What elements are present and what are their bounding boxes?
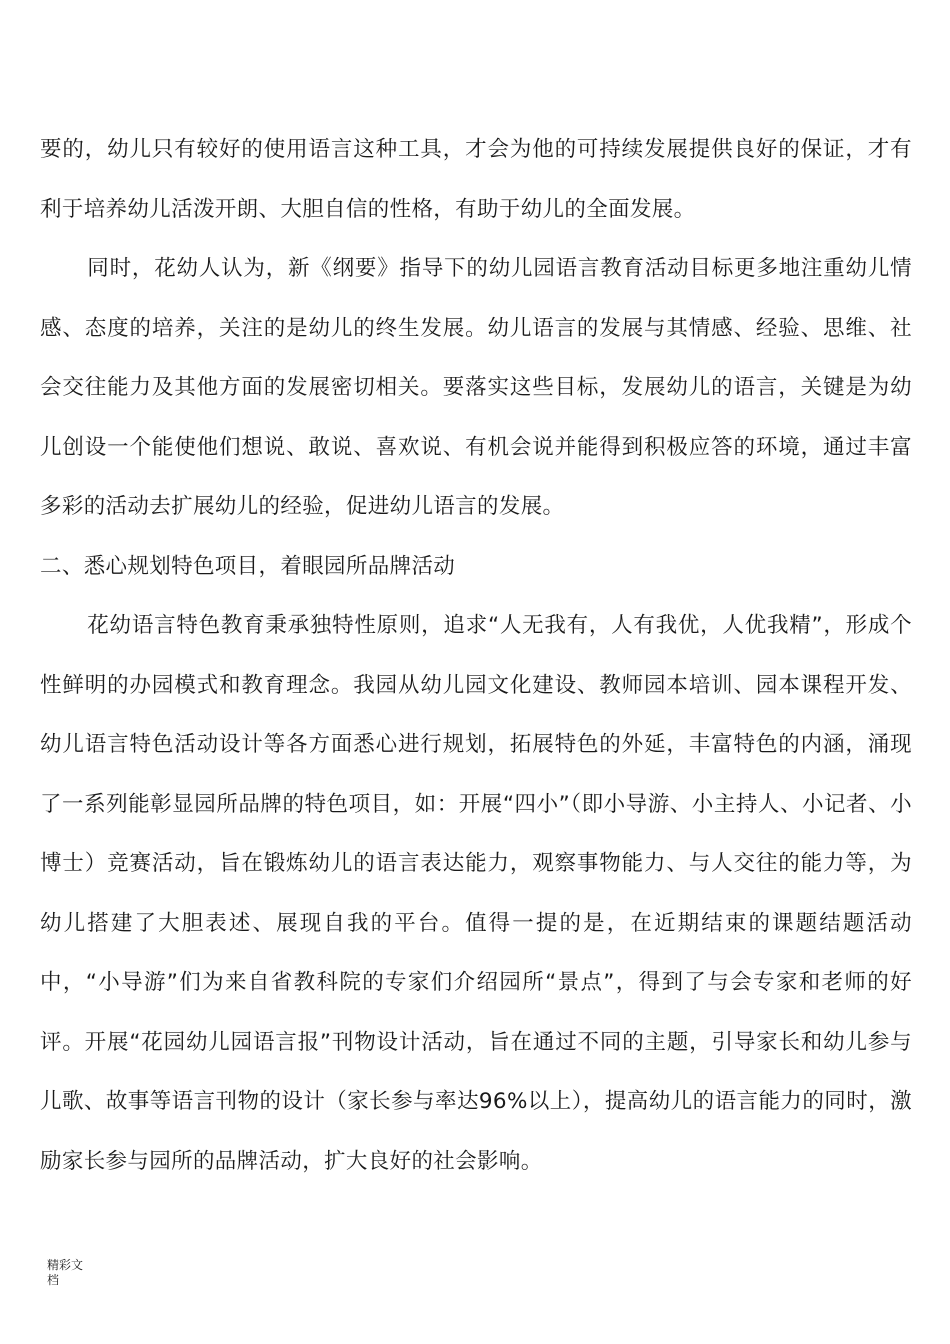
paragraph-continuation: 要的，幼儿只有较好的使用语言这种工具，才会为他的可持续发展提供良好的保证，才有利于培养幼儿活泼开朗、大胆自信的性格，有助于幼儿的全面发展。 <box>40 137 912 222</box>
document-body <box>40 120 912 1191</box>
footer-line-1: 精彩文 <box>47 1258 84 1272</box>
footer-line-2: 档 <box>47 1273 60 1287</box>
section-heading: 二、悉心规划特色项目，着眼园所品牌活动 <box>40 553 456 579</box>
page-footer <box>47 1258 97 1288</box>
paragraph-projects: 花幼语言特色教育秉承独特性原则，追求“人无我有，人有我优，人优我精”，形成个性鲜明的办园模式和教育理念。我园从幼儿园文化建设、教师园本培训、园本课程开发、幼儿语言特色活动设计等各方面悉心进行规划，拓展特色的外延，丰富特色的内涵，涌现了一系列能彰显园所品牌的特色项目，如：开展“四小”（即小导游、小主持人、小记者、小博士）竞赛活动，旨在锻炼幼儿的语言表达能力，观察事物能力、与人交往的能力等，为幼儿搭建了大胆表述、展现自我的平台。值得一提的是，在近期结束的课题结题活动中，“小导游”们为来自省教科院的专家们介绍园所“景点”，得到了与会专家和老师的好评。开展“花园幼儿园语言报”刊物设计活动，旨在通过不同的主题，引导家长和幼儿参与儿歌、故事等语言刊物的设计（家长参与率达96%以上），提高幼儿的语言能力的同时，激励家长参与园所的品牌活动，扩大良好的社会影响。 <box>40 613 912 1174</box>
paragraph-goals: 同时，花幼人认为，新《纲要》指导下的幼儿园语言教育活动目标更多地注重幼儿情感、态度的培养，关注的是幼儿的终生发展。幼儿语言的发展与其情感、经验、思维、社会交往能力及其他方面的发展密切相关。要落实这些目标，发展幼儿的语言，关键是为幼儿创设一个能使他们想说、敢说、喜欢说、有机会说并能得到积极应答的环境，通过丰富多彩的活动去扩展幼儿的经验，促进幼儿语言的发展。 <box>40 256 912 519</box>
